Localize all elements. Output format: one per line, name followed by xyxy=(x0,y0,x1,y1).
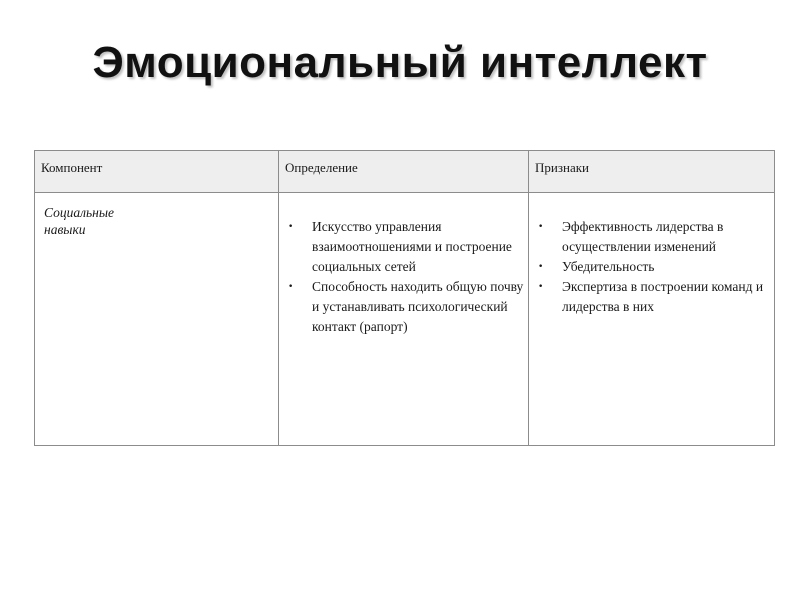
list-item: · Убедительность xyxy=(530,257,773,277)
header-component: Компонент xyxy=(35,151,279,193)
list-item: · Искусство управления взаимоотношениями и построение социальных сетей xyxy=(280,217,527,277)
list-item: · Способность находить общую почву и устанавливать психологический контакт (рапорт) xyxy=(280,277,527,337)
list-item: · Экспертиза в построении команд и лидерства в них xyxy=(530,277,773,317)
component-name: Социальные навыки xyxy=(44,205,114,237)
component-cell xyxy=(35,193,279,446)
signs-cell xyxy=(529,193,775,446)
slide-title: Эмоциональный интеллект xyxy=(92,38,708,87)
definition-cell xyxy=(279,193,529,446)
definition-list xyxy=(280,217,527,337)
signs-list xyxy=(530,217,773,317)
components-table xyxy=(34,150,775,446)
header-signs: Признаки xyxy=(529,151,775,193)
list-item: · Эффективность лидерства в осуществлении изменений xyxy=(530,217,773,257)
table-row xyxy=(35,193,775,446)
header-definition: Определение xyxy=(279,151,529,193)
table-header-row xyxy=(35,151,775,193)
